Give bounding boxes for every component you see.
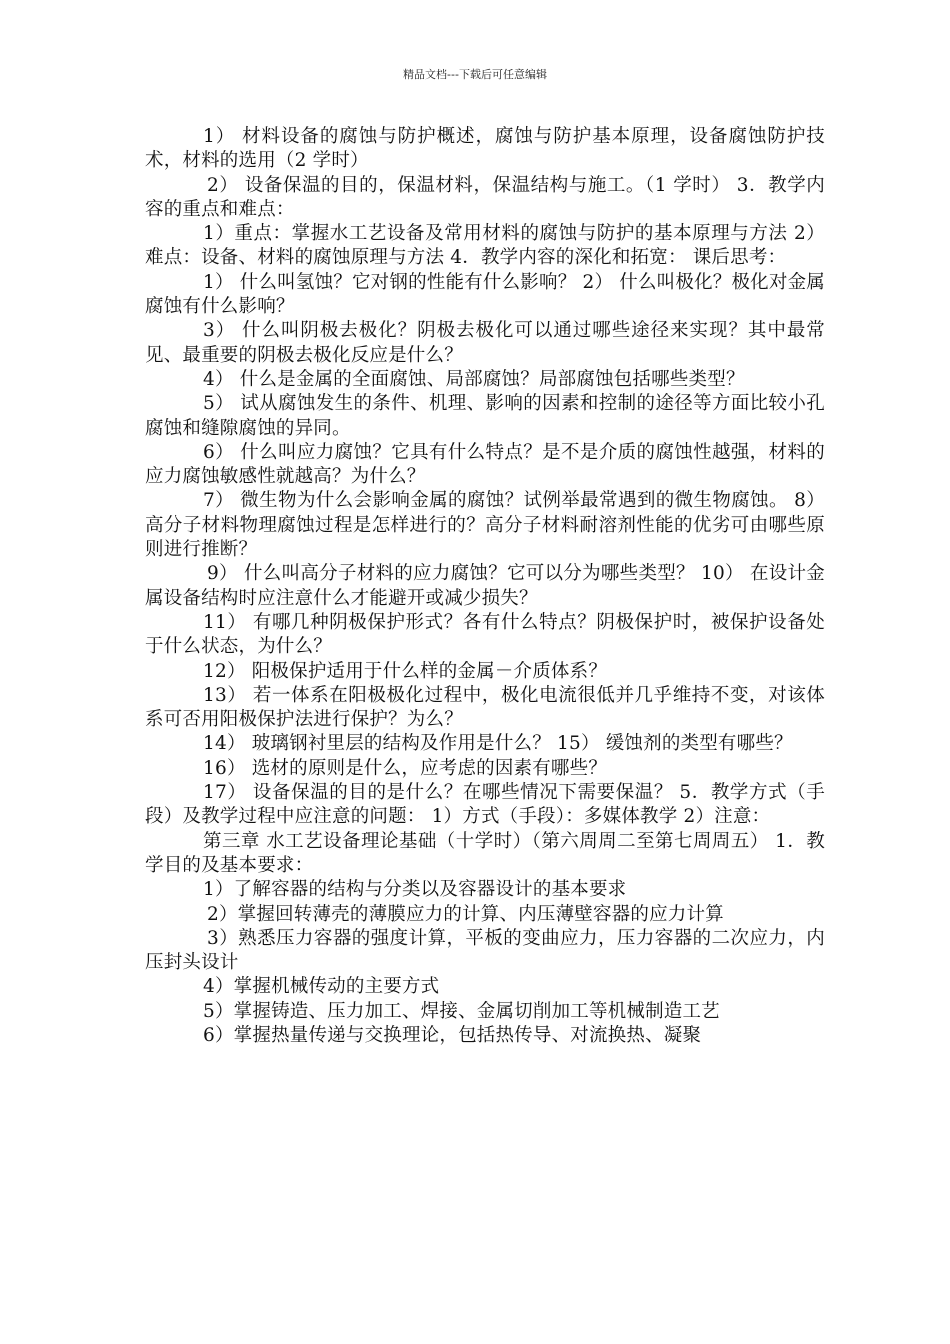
paragraph: 1）了解容器的结构与分类以及容器设计的基本要求 xyxy=(203,879,627,901)
paragraph: 6） 什么叫应力腐蚀？它具有什么特点？是不是介质的腐蚀性越强，材料的应力腐蚀敏感性就越高？为什么？ xyxy=(145,441,825,488)
paragraph: 16） 选材的原则是什么，应考虑的因素有哪些？ xyxy=(203,757,608,779)
paragraph: 2） 设备保温的目的，保温材料，保温结构与施工。（1 学时） 3．教学内容的重点和难点： xyxy=(145,174,825,220)
paragraph: 7） 微生物为什么会影响金属的腐蚀？试例举最常遇到的微生物腐蚀。 8） 高分子材料物理腐蚀过程是怎样进行的？高分子材料耐溶剂性能的优劣可由哪些原则进行推断？ xyxy=(145,490,825,561)
paragraph: 2）掌握回转薄壳的薄膜应力的计算、内压薄壁容器的应力计算 xyxy=(207,903,724,925)
paragraph: 3） 什么叫阴极去极化？阴极去极化可以通过哪些途径来实现？其中最常见、最重要的阴极去极化反应是什么？ xyxy=(145,320,825,366)
paragraph: 17） 设备保温的目的是什么？在哪些情况下需要保温？ 5．教学方式（手段）及教学过程中应注意的问题： 1）方式（手段）：多媒体教学 2）注意： xyxy=(145,782,825,828)
chapter-heading: 第三章 水工艺设备理论基础（十学时）（第六周周二至第七周周五） 1．教学目的及基本要求： xyxy=(145,830,825,876)
paragraph: 4） 什么是金属的全面腐蚀、局部腐蚀？局部腐蚀包括哪些类型？ xyxy=(203,368,745,390)
paragraph: 3）熟悉压力容器的强度计算，平板的变曲应力，压力容器的二次应力，内压封头设计 xyxy=(145,927,825,974)
paragraph: 13） 若一体系在阳极极化过程中，极化电流很低并几乎维持不变，对该体系可否用阳极保护法进行保护？为么？ xyxy=(145,684,825,731)
paragraph: 1）重点：掌握水工艺设备及常用材料的腐蚀与防护的基本原理与方法 2）难点：设备、材料的腐蚀原理与方法 4．教学内容的深化和拓宽： 课后思考： xyxy=(145,223,825,269)
paragraph: 9） 什么叫高分子材料的应力腐蚀？它可以分为哪些类型？ 10） 在设计金属设备结构时应注意什么才能避开或减少损失？ xyxy=(145,563,825,609)
paragraph: 14） 玻璃钢衬里层的结构及作用是什么？ 15） 缓蚀剂的类型有哪些？ xyxy=(203,733,793,755)
paragraph: 5） 试从腐蚀发生的条件、机理、影响的因素和控制的途径等方面比较小孔腐蚀和缝隙腐蚀的异同。 xyxy=(145,393,825,439)
paragraph: 11） 有哪几种阴极保护形式？各有什么特点？阴极保护时，被保护设备处于什么状态，为什么？ xyxy=(145,611,825,658)
body-text xyxy=(145,125,825,1048)
paragraph: 5）掌握铸造、压力加工、焊接、金属切削加工等机械制造工艺 xyxy=(203,1000,720,1022)
paragraph: 12） 阳极保护适用于什么样的金属－介质体系？ xyxy=(203,660,608,682)
paragraph: 1） 材料设备的腐蚀与防护概述，腐蚀与防护基本原理，设备腐蚀防护技术，材料的选用（2 学时） xyxy=(145,126,825,172)
paragraph: 1） 什么叫氢蚀？它对钢的性能有什么影响？ 2） 什么叫极化？极化对金属腐蚀有什么影响？ xyxy=(145,271,825,318)
paragraph: 6）掌握热量传递与交换理论，包括热传导、对流换热、凝聚 xyxy=(203,1024,702,1046)
page-header: 精品文档---下载后可任意编辑 xyxy=(403,68,547,81)
paragraph: 4）掌握机械传动的主要方式 xyxy=(203,976,440,998)
